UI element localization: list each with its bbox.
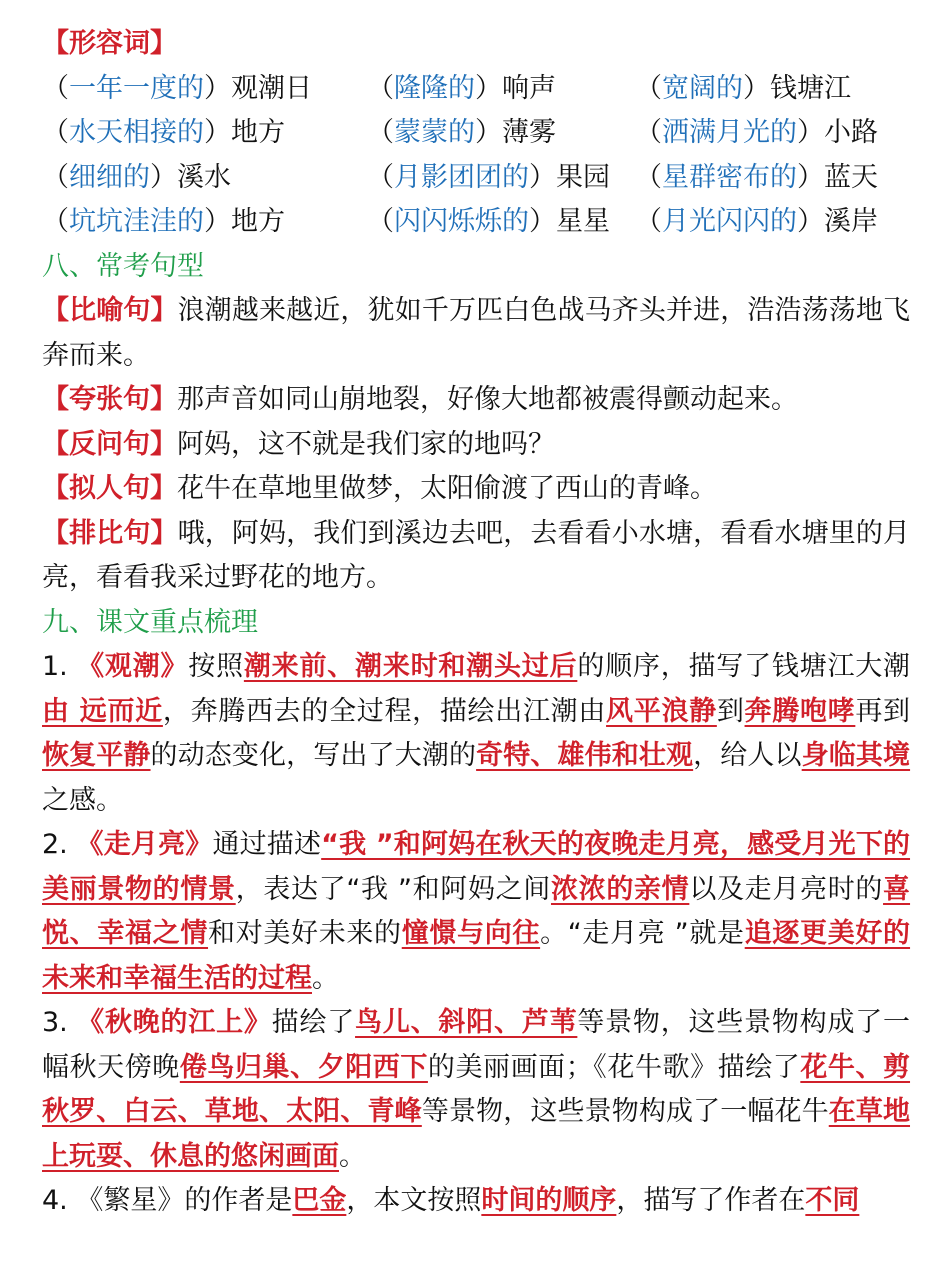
paragraph-text: 和对美好未来的: [208, 918, 402, 949]
paragraph-text: 以及走月亮时的: [689, 873, 884, 905]
noun-word: 果园: [556, 161, 610, 193]
adjective-row: （一年一度的）观潮日 （隆隆的）响声 （宽阔的）钱塘江: [42, 72, 851, 104]
sentence-text: 那声音如同山崩地裂，好像大地都被震得颤动起来。: [177, 384, 798, 415]
sentence-parallelism: [42, 512, 910, 601]
key-answer: 风平浪静: [606, 695, 717, 727]
adjective-header: 【形容词】: [42, 28, 177, 59]
paragraph-text: 之感。: [42, 784, 123, 816]
noun-word: 钱塘江: [770, 72, 851, 104]
key-answer: 奇特、雄伟和壮观: [476, 740, 694, 771]
sentence-simile: [42, 289, 910, 378]
sentence-rhetorical: [42, 423, 910, 468]
key-answer: 鸟儿、斜阳、芦苇: [355, 1007, 578, 1038]
adjective-word: 一年一度的: [69, 72, 204, 104]
noun-word: 小路: [824, 117, 878, 148]
paragraph-text: 等景物，这些景物构成了一幅秋天傍晚: [42, 1007, 911, 1083]
paragraph-text: 。: [339, 1140, 366, 1172]
lesson-title: 《秋晚的江上》: [77, 1007, 272, 1038]
key-answer: 时间的顺序: [481, 1185, 617, 1216]
noun-word: 蓝天: [824, 161, 878, 193]
key-point-paragraph: [42, 1179, 910, 1224]
paragraph-text: ，本文按照: [346, 1185, 482, 1216]
sentence-tag: 【排比句】: [42, 517, 178, 549]
sentence-text: 阿妈，这不就是我们家的地吗？: [177, 428, 555, 460]
paragraph-text: 。“走月亮 ”就是: [540, 918, 745, 949]
key-answer: 恢复平静: [42, 740, 151, 771]
adjective-word: 星群密布的: [662, 161, 797, 193]
sentence-text: 哦，阿妈，我们到溪边去吧，去看看小水塘，看看水塘里的月亮，看看我采过野花的地方。: [42, 517, 911, 593]
adjective-word: 水天相接的: [69, 117, 204, 148]
key-answer: 巴金: [292, 1185, 347, 1216]
key-point-paragraph: [42, 823, 910, 1001]
paragraph-text: ，描写了作者在: [616, 1185, 806, 1216]
noun-word: 观潮日: [231, 72, 312, 104]
paragraph-text: ，表达了“我 ”和阿妈之间: [235, 873, 551, 905]
lesson-title: 《观潮》: [77, 651, 189, 682]
noun-word: 地方: [231, 206, 285, 237]
key-point-paragraph: [42, 645, 910, 823]
paragraph-text: 1.: [42, 651, 78, 682]
noun-word: 响声: [502, 72, 556, 104]
sentence-hyperbole: [42, 378, 910, 423]
adjective-word: 坑坑洼洼的: [69, 206, 204, 237]
paragraph-text: 到: [716, 695, 745, 727]
paragraph-text: 再到: [855, 695, 911, 727]
key-answer: 身临其境: [801, 740, 911, 771]
key-answer: 浓浓的亲情: [550, 873, 690, 905]
key-answer: 潮来前、潮来时和潮头过后: [243, 651, 578, 682]
adjective-word: 蒙蒙的: [394, 117, 475, 148]
sentence-tag: 【比喻句】: [42, 295, 178, 326]
sentence-text: 花牛在草地里做梦，太阳偷渡了西山的青峰。: [177, 473, 717, 504]
adjective-word: 洒满月光的: [662, 117, 797, 148]
key-point-paragraph: [42, 1001, 910, 1179]
sentence-personification: [42, 467, 910, 512]
noun-word: 星星: [556, 206, 610, 237]
noun-word: 地方: [231, 117, 285, 148]
adjective-word: 宽阔的: [662, 72, 743, 104]
noun-word: 薄雾: [502, 117, 556, 148]
paragraph-text: 等景物，这些景物构成了一幅花牛: [421, 1096, 829, 1127]
paragraph-text: 2.: [42, 829, 77, 860]
paragraph-text: 按照: [188, 651, 244, 682]
adjective-word: 隆隆的: [394, 72, 475, 104]
paragraph-text: 通过描述: [212, 829, 322, 860]
key-answer: 喜 悦、幸福之情: [42, 873, 911, 949]
key-answer: 憧憬与向往: [401, 918, 541, 949]
key-answer: 倦鸟归巢、夕阳西下: [179, 1051, 428, 1083]
adjective-word: 细细的: [69, 161, 150, 193]
paragraph-text: 的动态变化，写出了大潮的: [150, 740, 477, 771]
section-heading-9: 九、课文重点梳理: [42, 606, 258, 638]
section-heading-8: 八、常考句型: [42, 250, 204, 282]
key-answer: “我 ”和阿妈在秋天的夜晚走月亮，感受月光下的 美丽景物的情景: [42, 829, 911, 905]
key-answer: 追逐更美好的未来和幸福生活的过程: [42, 918, 911, 994]
paragraph-text: 的顺序，描写了钱塘江大潮: [577, 651, 911, 682]
key-answer: 不同: [805, 1185, 860, 1216]
paragraph-text: 的美丽画面；《花牛歌》描绘了: [427, 1051, 801, 1083]
paragraph-text: 3.: [42, 1007, 78, 1038]
sentence-tag: 【反问句】: [42, 428, 177, 460]
noun-word: 溪水: [177, 161, 231, 193]
key-answer: 花牛、剪秋罗、白云、草地、太阳、青峰: [42, 1051, 911, 1127]
paragraph-text: 4. 《繁星》的作者是: [42, 1185, 293, 1216]
sentence-tag: 【拟人句】: [42, 473, 177, 504]
key-answer: 在草地上玩耍、休息的悠闲画面: [42, 1096, 911, 1172]
paragraph-text: ，奔腾西去的全过程，描绘出江潮由: [162, 695, 607, 727]
paragraph-text: 。: [312, 962, 339, 994]
paragraph-text: ，给人以: [693, 740, 802, 771]
paragraph-text: 描绘了: [271, 1007, 356, 1038]
sentence-text: 浪潮越来越近，犹如千万匹白色战马齐头并进，浩浩荡荡地飞奔而来。: [42, 295, 911, 371]
adjective-table: [42, 67, 910, 245]
adjective-word: 月影团团的: [394, 161, 529, 193]
key-answer: 奔腾咆哮: [744, 695, 856, 727]
adjective-row: （水天相接的）地方 （蒙蒙的）薄雾 （洒满月光的）小路: [42, 117, 878, 148]
adjective-row: （细细的）溪水 （月影团团的）果园 （星群密布的）蓝天: [42, 161, 878, 193]
lesson-title: 《走月亮》: [76, 829, 213, 860]
noun-word: 溪岸: [824, 206, 878, 237]
adjective-word: 闪闪烁烁的: [394, 206, 529, 237]
sentence-tag: 【夸张句】: [42, 384, 177, 415]
adjective-word: 月光闪闪的: [662, 206, 797, 237]
key-answer: 由 远而近: [42, 695, 163, 727]
adjective-row: （坑坑洼洼的）地方 （闪闪烁烁的）星星 （月光闪闪的）溪岸: [42, 206, 878, 237]
